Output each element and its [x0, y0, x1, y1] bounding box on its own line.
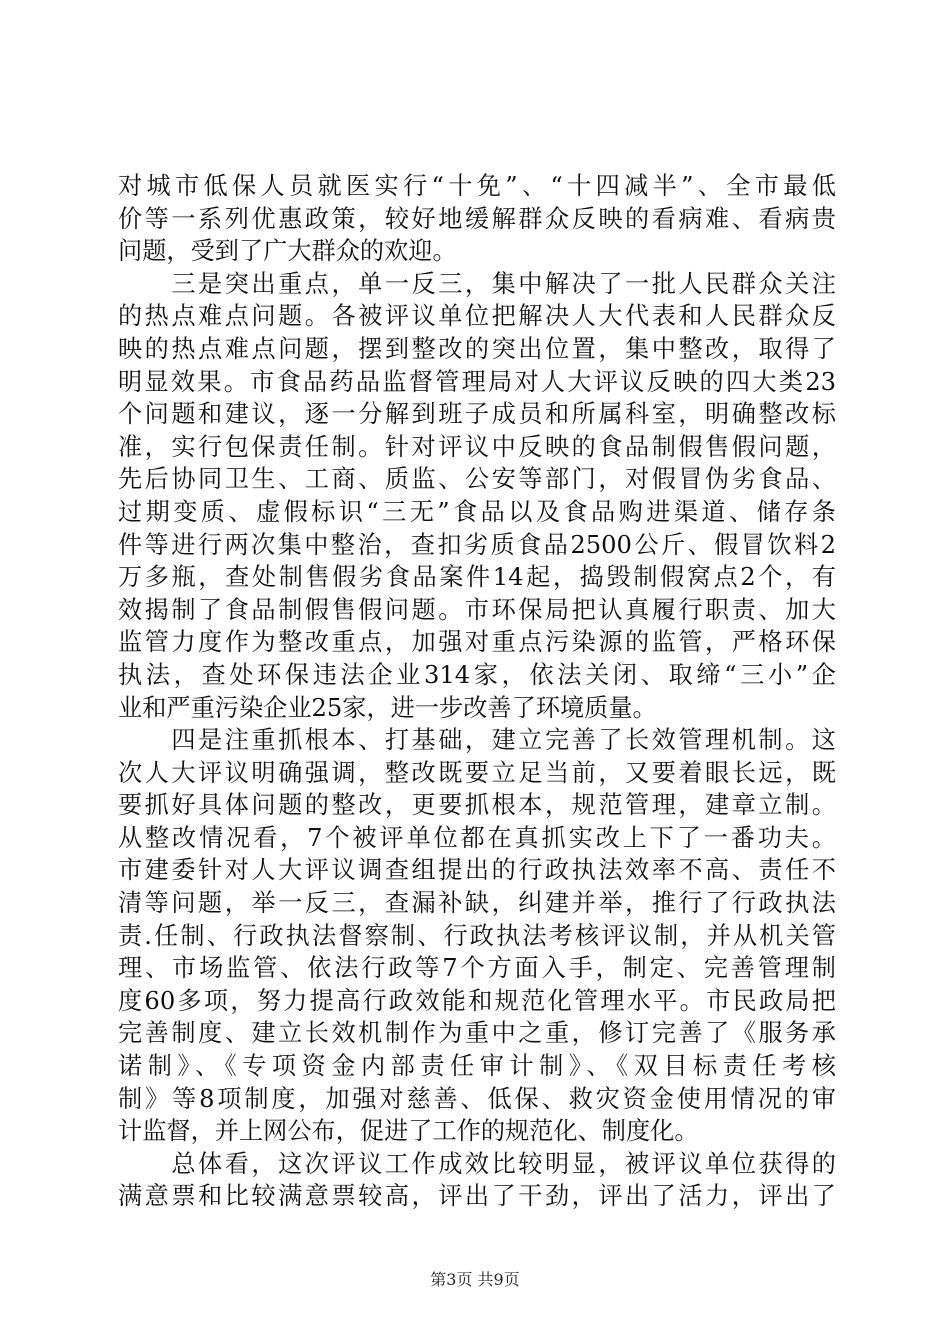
text-line: 计监督，并上网公布，促进了工作的规范化、制度化。 — [118, 1117, 699, 1146]
text-line: 监管力度作为整改重点，加强对重点污染源的监管，严格环保 — [118, 628, 836, 657]
text-line: 映的热点难点问题，摆到整改的突出位置，集中整改，取得了 — [118, 334, 836, 363]
text-line: 问题，受到了广大群众的欢迎。 — [118, 237, 457, 266]
text-line: 对城市低保人员就医实行“十免”、“十四减半”、全市最低 — [118, 172, 836, 200]
text-line: 先后协同卫生、工商、质监、公安等部门，对假冒伪劣食品、 — [118, 465, 836, 494]
document-body — [118, 170, 836, 1213]
text-line: 准，实行包保责任制。针对评议中反映的食品制假售假问题， — [118, 432, 836, 461]
text-line: 总体看，这次评议工作成效比较明显，被评议单位获得的 — [118, 1149, 836, 1178]
text-line: 制》等8项制度，加强对慈善、低保、救灾资金使用情况的审 — [118, 1084, 836, 1113]
text-line: 执法，查处环保违法企业314家，依法关闭、取缔“三小”企 — [118, 660, 836, 689]
text-line: 次人大评议明确强调，整改既要立足当前，又要着眼长远，既 — [118, 758, 836, 787]
text-line: 清等问题，举一反三，查漏补缺，纠建并举，推行了行政执法 — [118, 889, 836, 918]
text-line: 度60多项，努力提高行政效能和规范化管理水平。市民政局把 — [118, 986, 836, 1015]
text-line: 从整改情况看，7个被评单位都在真抓实改上下了一番功夫。 — [118, 823, 836, 852]
text-line: 效揭制了食品制假售假问题。市环保局把认真履行职责、加大 — [118, 595, 836, 624]
page-number: 第3页 共9页 — [430, 1270, 520, 1289]
text-line: 四是注重抓根本、打基础，建立完善了长效管理机制。这 — [118, 726, 836, 755]
text-line: 个问题和建议，逐一分解到班子成员和所属科室，明确整改标 — [118, 400, 836, 429]
text-line: 万多瓶，查处制售假劣食品案件14起，捣毁制假窝点2个，有 — [118, 563, 836, 592]
text-line: 过期变质、虚假标识“三无”食品以及食品购进渠道、储存条 — [118, 497, 836, 526]
text-line: 件等进行两次集中整治，查扣劣质食品2500公斤、假冒饮料2 — [118, 530, 836, 559]
text-line: 的热点难点问题。各被评议单位把解决人大代表和人民群众反 — [118, 302, 836, 331]
text-line: 满意票和比较满意票较高，评出了干劲，评出了活力，评出了 — [118, 1182, 836, 1211]
text-line: 诺制》、《专项资金内部责任审计制》、《双目标责任考核 — [118, 1052, 836, 1081]
text-line: 价等一系列优惠政策，较好地缓解群众反映的看病难、看病贵 — [118, 204, 836, 233]
text-line: 明显效果。市食品药品监督管理局对人大评议反映的四大类23 — [118, 367, 836, 396]
text-line: 理、市场监管、依法行政等7个方面入手，制定、完善管理制 — [118, 954, 836, 983]
text-line: 三是突出重点，单一反三，集中解决了一批人民群众关注 — [118, 269, 836, 298]
text-line: 完善制度、建立长效机制作为重中之重，修订完善了《服务承 — [118, 1019, 836, 1048]
text-line: 业和严重污染企业25家，进一步改善了环境质量。 — [118, 693, 657, 722]
text-line: 要抓好具体问题的整改，更要抓根本，规范管理，建章立制。 — [118, 791, 836, 820]
text-line: 责.任制、行政执法督察制、行政执法考核评议制，并从机关管 — [118, 921, 836, 950]
text-line: 市建委针对人大评议调查组提出的行政执法效率不高、责任不 — [118, 856, 836, 885]
